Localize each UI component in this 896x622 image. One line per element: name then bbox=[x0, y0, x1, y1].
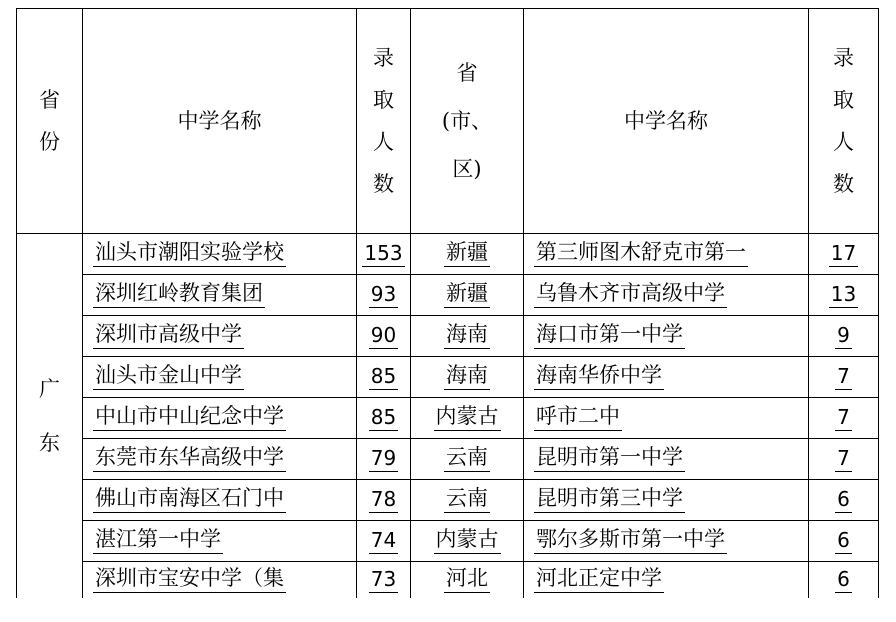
school-name-cell bbox=[83, 316, 357, 357]
header-school-name-2: 中学名称 bbox=[524, 9, 809, 234]
school-name-2-cell-text: 鄂尔多斯市第一中学 bbox=[534, 528, 727, 554]
table-row bbox=[17, 480, 879, 521]
admitted-count-cell-text: 79 bbox=[370, 445, 397, 470]
school-name-2-cell bbox=[524, 275, 809, 316]
admitted-count-cell-text: 153 bbox=[364, 240, 403, 265]
school-name-cell-text: 深圳红岭教育集团 bbox=[93, 282, 265, 308]
header-province bbox=[17, 9, 83, 234]
header-admitted-char: 人 bbox=[833, 130, 854, 154]
admitted-count-cell bbox=[357, 316, 411, 357]
region-cell bbox=[411, 480, 524, 521]
header-admitted-count bbox=[357, 9, 411, 234]
admitted-count-2-cell bbox=[809, 480, 879, 521]
school-name-2-cell-text: 呼市二中 bbox=[534, 405, 622, 431]
region-cell bbox=[411, 357, 524, 398]
province-cell bbox=[17, 234, 83, 599]
school-name-cell-text: 湛江第一中学 bbox=[93, 528, 223, 554]
table-row bbox=[17, 316, 879, 357]
region-cell bbox=[411, 521, 524, 562]
admitted-count-2-cell bbox=[809, 562, 879, 599]
header-region-line: 区) bbox=[452, 157, 482, 181]
school-name-cell-text: 中山市中山纪念中学 bbox=[93, 405, 286, 431]
province-char: 东 bbox=[39, 431, 60, 455]
table-row bbox=[17, 234, 879, 275]
header-row bbox=[17, 9, 879, 234]
province-char: 广 bbox=[39, 377, 60, 401]
school-name-cell bbox=[83, 357, 357, 398]
admitted-count-cell bbox=[357, 234, 411, 275]
school-name-2-cell bbox=[524, 357, 809, 398]
region-cell bbox=[411, 562, 524, 599]
admitted-count-2-cell bbox=[809, 316, 879, 357]
header-admitted-char: 数 bbox=[833, 172, 854, 196]
region-cell bbox=[411, 316, 524, 357]
school-name-2-cell-text: 昆明市第一中学 bbox=[534, 446, 685, 472]
admitted-count-2-cell-text: 9 bbox=[837, 322, 850, 347]
admitted-count-cell-text: 93 bbox=[370, 281, 397, 306]
region-cell-text: 海南 bbox=[444, 364, 490, 390]
header-region-line: 省 bbox=[456, 61, 478, 85]
admitted-count-cell bbox=[357, 521, 411, 562]
school-name-2-cell-text: 昆明市第三中学 bbox=[534, 487, 685, 513]
school-name-cell-text: 汕头市潮阳实验学校 bbox=[93, 241, 286, 267]
region-cell-text: 河北 bbox=[444, 567, 490, 593]
header-admitted-char: 数 bbox=[373, 172, 394, 196]
admitted-count-2-cell bbox=[809, 275, 879, 316]
admitted-count-cell-text: 90 bbox=[370, 322, 397, 347]
table-row bbox=[17, 357, 879, 398]
region-cell bbox=[411, 234, 524, 275]
admissions-table-grid bbox=[16, 8, 879, 598]
school-name-cell bbox=[83, 521, 357, 562]
region-cell-text: 海南 bbox=[444, 323, 490, 349]
table-row bbox=[17, 398, 879, 439]
region-cell bbox=[411, 398, 524, 439]
admitted-count-cell bbox=[357, 439, 411, 480]
table-row bbox=[17, 521, 879, 562]
admitted-count-2-cell-text: 7 bbox=[837, 404, 850, 429]
school-name-2-cell-text: 海口市第一中学 bbox=[534, 323, 685, 349]
school-name-2-cell-text: 乌鲁木齐市高级中学 bbox=[534, 282, 727, 308]
admitted-count-cell-text: 85 bbox=[370, 404, 397, 429]
header-province-char: 省 bbox=[39, 88, 60, 112]
admitted-count-2-cell-text: 7 bbox=[837, 445, 850, 470]
header-school-name: 中学名称 bbox=[83, 9, 357, 234]
school-name-cell bbox=[83, 480, 357, 521]
school-name-2-cell-text: 河北正定中学 bbox=[534, 567, 664, 593]
school-name-cell-text: 深圳市高级中学 bbox=[93, 323, 244, 349]
admitted-count-cell bbox=[357, 562, 411, 599]
school-name-2-cell-text: 第三师图木舒克市第一 bbox=[534, 241, 748, 267]
school-name-2-cell-text: 海南华侨中学 bbox=[534, 364, 664, 390]
table-row bbox=[17, 275, 879, 316]
school-name-cell-text: 深圳市宝安中学（集 bbox=[93, 567, 286, 593]
admitted-count-cell bbox=[357, 480, 411, 521]
header-admitted-char: 取 bbox=[833, 88, 854, 112]
region-cell bbox=[411, 439, 524, 480]
school-name-2-cell bbox=[524, 234, 809, 275]
school-name-cell bbox=[83, 275, 357, 316]
region-cell-text: 新疆 bbox=[444, 282, 490, 308]
header-region bbox=[411, 9, 524, 234]
admitted-count-cell-text: 78 bbox=[370, 486, 397, 511]
school-name-2-cell bbox=[524, 480, 809, 521]
admitted-count-2-cell-text: 7 bbox=[837, 363, 850, 388]
school-name-2-cell bbox=[524, 521, 809, 562]
admitted-count-cell bbox=[357, 275, 411, 316]
region-cell-text: 内蒙古 bbox=[434, 528, 501, 554]
region-cell-text: 内蒙古 bbox=[434, 405, 501, 431]
header-region-line: (市、 bbox=[441, 109, 493, 133]
admitted-count-2-cell-text: 6 bbox=[837, 566, 850, 591]
school-name-cell bbox=[83, 234, 357, 275]
header-admitted-char: 录 bbox=[833, 46, 854, 70]
header-admitted-count-2 bbox=[809, 9, 879, 234]
admitted-count-cell bbox=[357, 398, 411, 439]
admitted-count-2-cell-text: 6 bbox=[837, 527, 850, 552]
school-name-2-cell bbox=[524, 316, 809, 357]
admitted-count-2-cell bbox=[809, 521, 879, 562]
admitted-count-2-cell-text: 17 bbox=[830, 240, 857, 265]
region-cell-text: 云南 bbox=[444, 487, 490, 513]
table-row bbox=[17, 439, 879, 480]
region-cell-text: 云南 bbox=[444, 446, 490, 472]
school-name-cell bbox=[83, 398, 357, 439]
header-admitted-char: 取 bbox=[373, 88, 394, 112]
admitted-count-2-cell-text: 6 bbox=[837, 486, 850, 511]
header-admitted-char: 录 bbox=[373, 46, 394, 70]
school-name-2-cell bbox=[524, 439, 809, 480]
school-name-2-cell bbox=[524, 398, 809, 439]
school-name-cell bbox=[83, 562, 357, 599]
school-name-cell-text: 汕头市金山中学 bbox=[93, 364, 244, 390]
header-admitted-char: 人 bbox=[373, 130, 394, 154]
admitted-count-2-cell bbox=[809, 439, 879, 480]
admitted-count-2-cell bbox=[809, 398, 879, 439]
admissions-table bbox=[16, 8, 878, 609]
admitted-count-cell bbox=[357, 357, 411, 398]
school-name-cell-text: 佛山市南海区石门中 bbox=[93, 487, 286, 513]
table-row bbox=[17, 562, 879, 599]
school-name-cell bbox=[83, 439, 357, 480]
header-province-char: 份 bbox=[39, 130, 60, 154]
admitted-count-cell-text: 73 bbox=[370, 566, 397, 591]
region-cell-text: 新疆 bbox=[444, 241, 490, 267]
admitted-count-2-cell-text: 13 bbox=[830, 281, 857, 306]
admitted-count-cell-text: 85 bbox=[370, 363, 397, 388]
school-name-cell-text: 东莞市东华高级中学 bbox=[93, 446, 286, 472]
admitted-count-2-cell bbox=[809, 234, 879, 275]
admitted-count-cell-text: 74 bbox=[370, 527, 397, 552]
region-cell bbox=[411, 275, 524, 316]
admitted-count-2-cell bbox=[809, 357, 879, 398]
school-name-2-cell bbox=[524, 562, 809, 599]
